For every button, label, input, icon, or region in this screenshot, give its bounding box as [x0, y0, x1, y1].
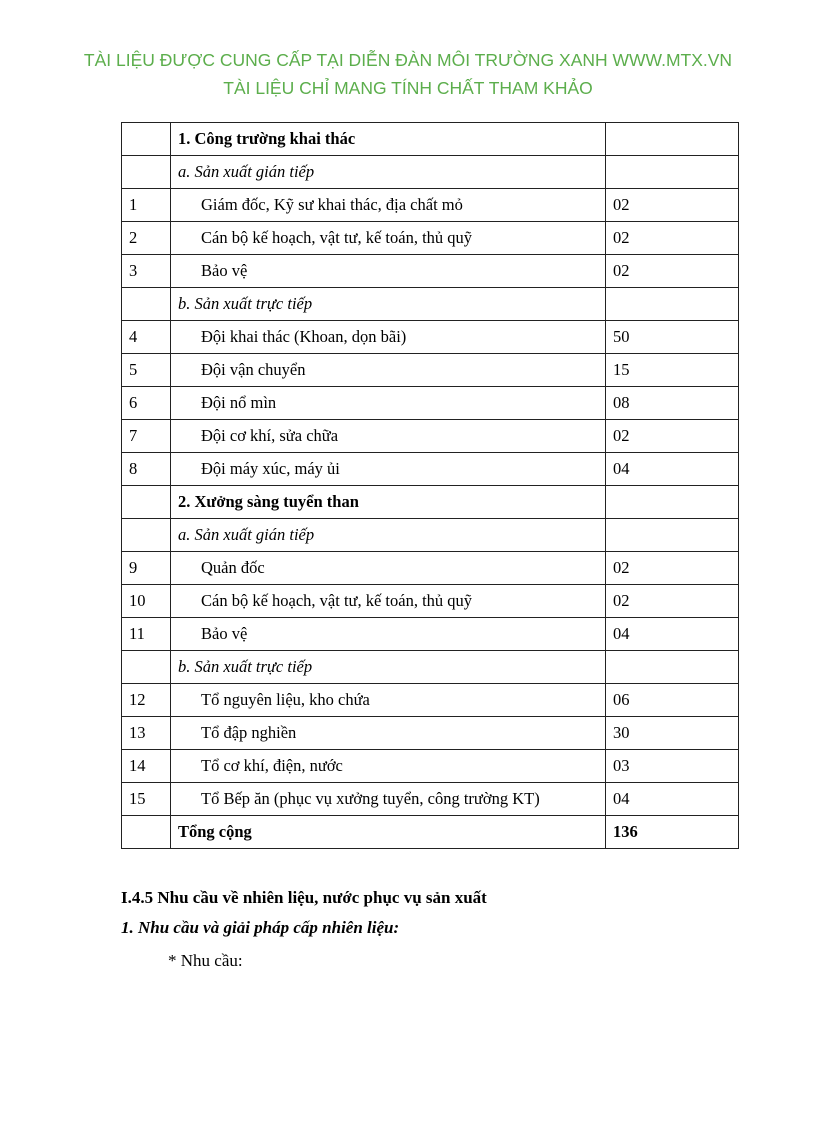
row-name-cell: Cán bộ kế hoạch, vật tư, kế toán, thủ quỹ [171, 585, 606, 618]
document-watermark-header [0, 46, 816, 102]
row-value-cell: 02 [606, 552, 739, 585]
row-number-cell [122, 288, 171, 321]
row-number-cell: 10 [122, 585, 171, 618]
row-number-cell [122, 816, 171, 849]
section-label-cell: 1. Công trường khai thác [171, 123, 606, 156]
row-value-cell: 02 [606, 585, 739, 618]
row-value-cell: 04 [606, 783, 739, 816]
row-value-cell: 04 [606, 453, 739, 486]
subsection-label-cell: a. Sản xuất gián tiếp [171, 519, 606, 552]
table-row [122, 420, 739, 453]
row-number-cell: 5 [122, 354, 171, 387]
table-row [122, 156, 739, 189]
table-row [122, 618, 739, 651]
row-name-cell: Quản đốc [171, 552, 606, 585]
row-number-cell [122, 123, 171, 156]
row-name-cell: Tổ đập nghiền [171, 717, 606, 750]
table-row [122, 255, 739, 288]
staffing-table [121, 122, 739, 849]
table-row [122, 486, 739, 519]
row-name-cell: Bảo vệ [171, 618, 606, 651]
table-row [122, 321, 739, 354]
header-line-2: TÀI LIỆU CHỈ MANG TÍNH CHẤT THAM KHẢO [223, 78, 593, 98]
section-heading: I.4.5 Nhu cầu về nhiên liệu, nước phục vụ sản xuất [121, 888, 487, 907]
subsection-label-cell: b. Sản xuất trực tiếp [171, 288, 606, 321]
row-name-cell: Đội cơ khí, sửa chữa [171, 420, 606, 453]
table-row [122, 519, 739, 552]
row-value-cell: 08 [606, 387, 739, 420]
row-value-cell: 02 [606, 189, 739, 222]
row-number-cell [122, 519, 171, 552]
row-name-cell: Tổ Bếp ăn (phục vụ xưởng tuyển, công trường KT) [171, 783, 606, 816]
table-row [122, 288, 739, 321]
total-value-cell: 136 [606, 816, 739, 849]
row-number-cell: 3 [122, 255, 171, 288]
table-row [122, 816, 739, 849]
row-name-cell: Giám đốc, Kỹ sư khai thác, địa chất mỏ [171, 189, 606, 222]
table-row [122, 189, 739, 222]
total-label-cell: Tổng cộng [171, 816, 606, 849]
row-value-cell: 15 [606, 354, 739, 387]
row-number-cell: 8 [122, 453, 171, 486]
row-value-cell: 03 [606, 750, 739, 783]
row-name-cell: Bảo vệ [171, 255, 606, 288]
row-number-cell: 1 [122, 189, 171, 222]
table-row [122, 453, 739, 486]
row-number-cell: 13 [122, 717, 171, 750]
row-value-cell [606, 486, 739, 519]
row-name-cell: Tổ nguyên liệu, kho chứa [171, 684, 606, 717]
row-number-cell: 7 [122, 420, 171, 453]
row-name-cell: Đội máy xúc, máy ủi [171, 453, 606, 486]
row-number-cell: 12 [122, 684, 171, 717]
header-line-1: TÀI LIỆU ĐƯỢC CUNG CẤP TẠI DIỄN ĐÀN MÔI TRƯỜNG XANH WWW.MTX.VN [83, 50, 733, 70]
table-row [122, 354, 739, 387]
table-row [122, 750, 739, 783]
row-number-cell [122, 156, 171, 189]
row-value-cell: 02 [606, 420, 739, 453]
row-value-cell [606, 123, 739, 156]
row-number-cell [122, 651, 171, 684]
row-value-cell: 30 [606, 717, 739, 750]
table-row [122, 123, 739, 156]
table-row [122, 651, 739, 684]
table-row [122, 585, 739, 618]
row-number-cell: 11 [122, 618, 171, 651]
table-row [122, 552, 739, 585]
row-number-cell: 2 [122, 222, 171, 255]
row-value-cell [606, 156, 739, 189]
paragraph-needs: * Nhu cầu: [168, 951, 243, 970]
row-name-cell: Cán bộ kế hoạch, vật tư, kế toán, thủ quỹ [171, 222, 606, 255]
row-number-cell [122, 486, 171, 519]
row-number-cell: 4 [122, 321, 171, 354]
table-row [122, 783, 739, 816]
row-value-cell [606, 288, 739, 321]
table-row [122, 717, 739, 750]
row-value-cell: 04 [606, 618, 739, 651]
row-number-cell: 14 [122, 750, 171, 783]
table-row [122, 387, 739, 420]
row-value-cell: 02 [606, 222, 739, 255]
row-name-cell: Đội nổ mìn [171, 387, 606, 420]
row-value-cell: 06 [606, 684, 739, 717]
subsection-label-cell: a. Sản xuất gián tiếp [171, 156, 606, 189]
section-label-cell: 2. Xưởng sàng tuyển than [171, 486, 606, 519]
row-number-cell: 6 [122, 387, 171, 420]
row-name-cell: Tổ cơ khí, điện, nước [171, 750, 606, 783]
row-number-cell: 15 [122, 783, 171, 816]
row-value-cell: 02 [606, 255, 739, 288]
sub-heading: 1. Nhu cầu và giải pháp cấp nhiên liệu: [121, 918, 400, 937]
row-name-cell: Đội khai thác (Khoan, dọn bãi) [171, 321, 606, 354]
table-row [122, 684, 739, 717]
row-value-cell [606, 651, 739, 684]
subsection-label-cell: b. Sản xuất trực tiếp [171, 651, 606, 684]
row-name-cell: Đội vận chuyển [171, 354, 606, 387]
row-value-cell: 50 [606, 321, 739, 354]
table-row [122, 222, 739, 255]
row-number-cell: 9 [122, 552, 171, 585]
row-value-cell [606, 519, 739, 552]
